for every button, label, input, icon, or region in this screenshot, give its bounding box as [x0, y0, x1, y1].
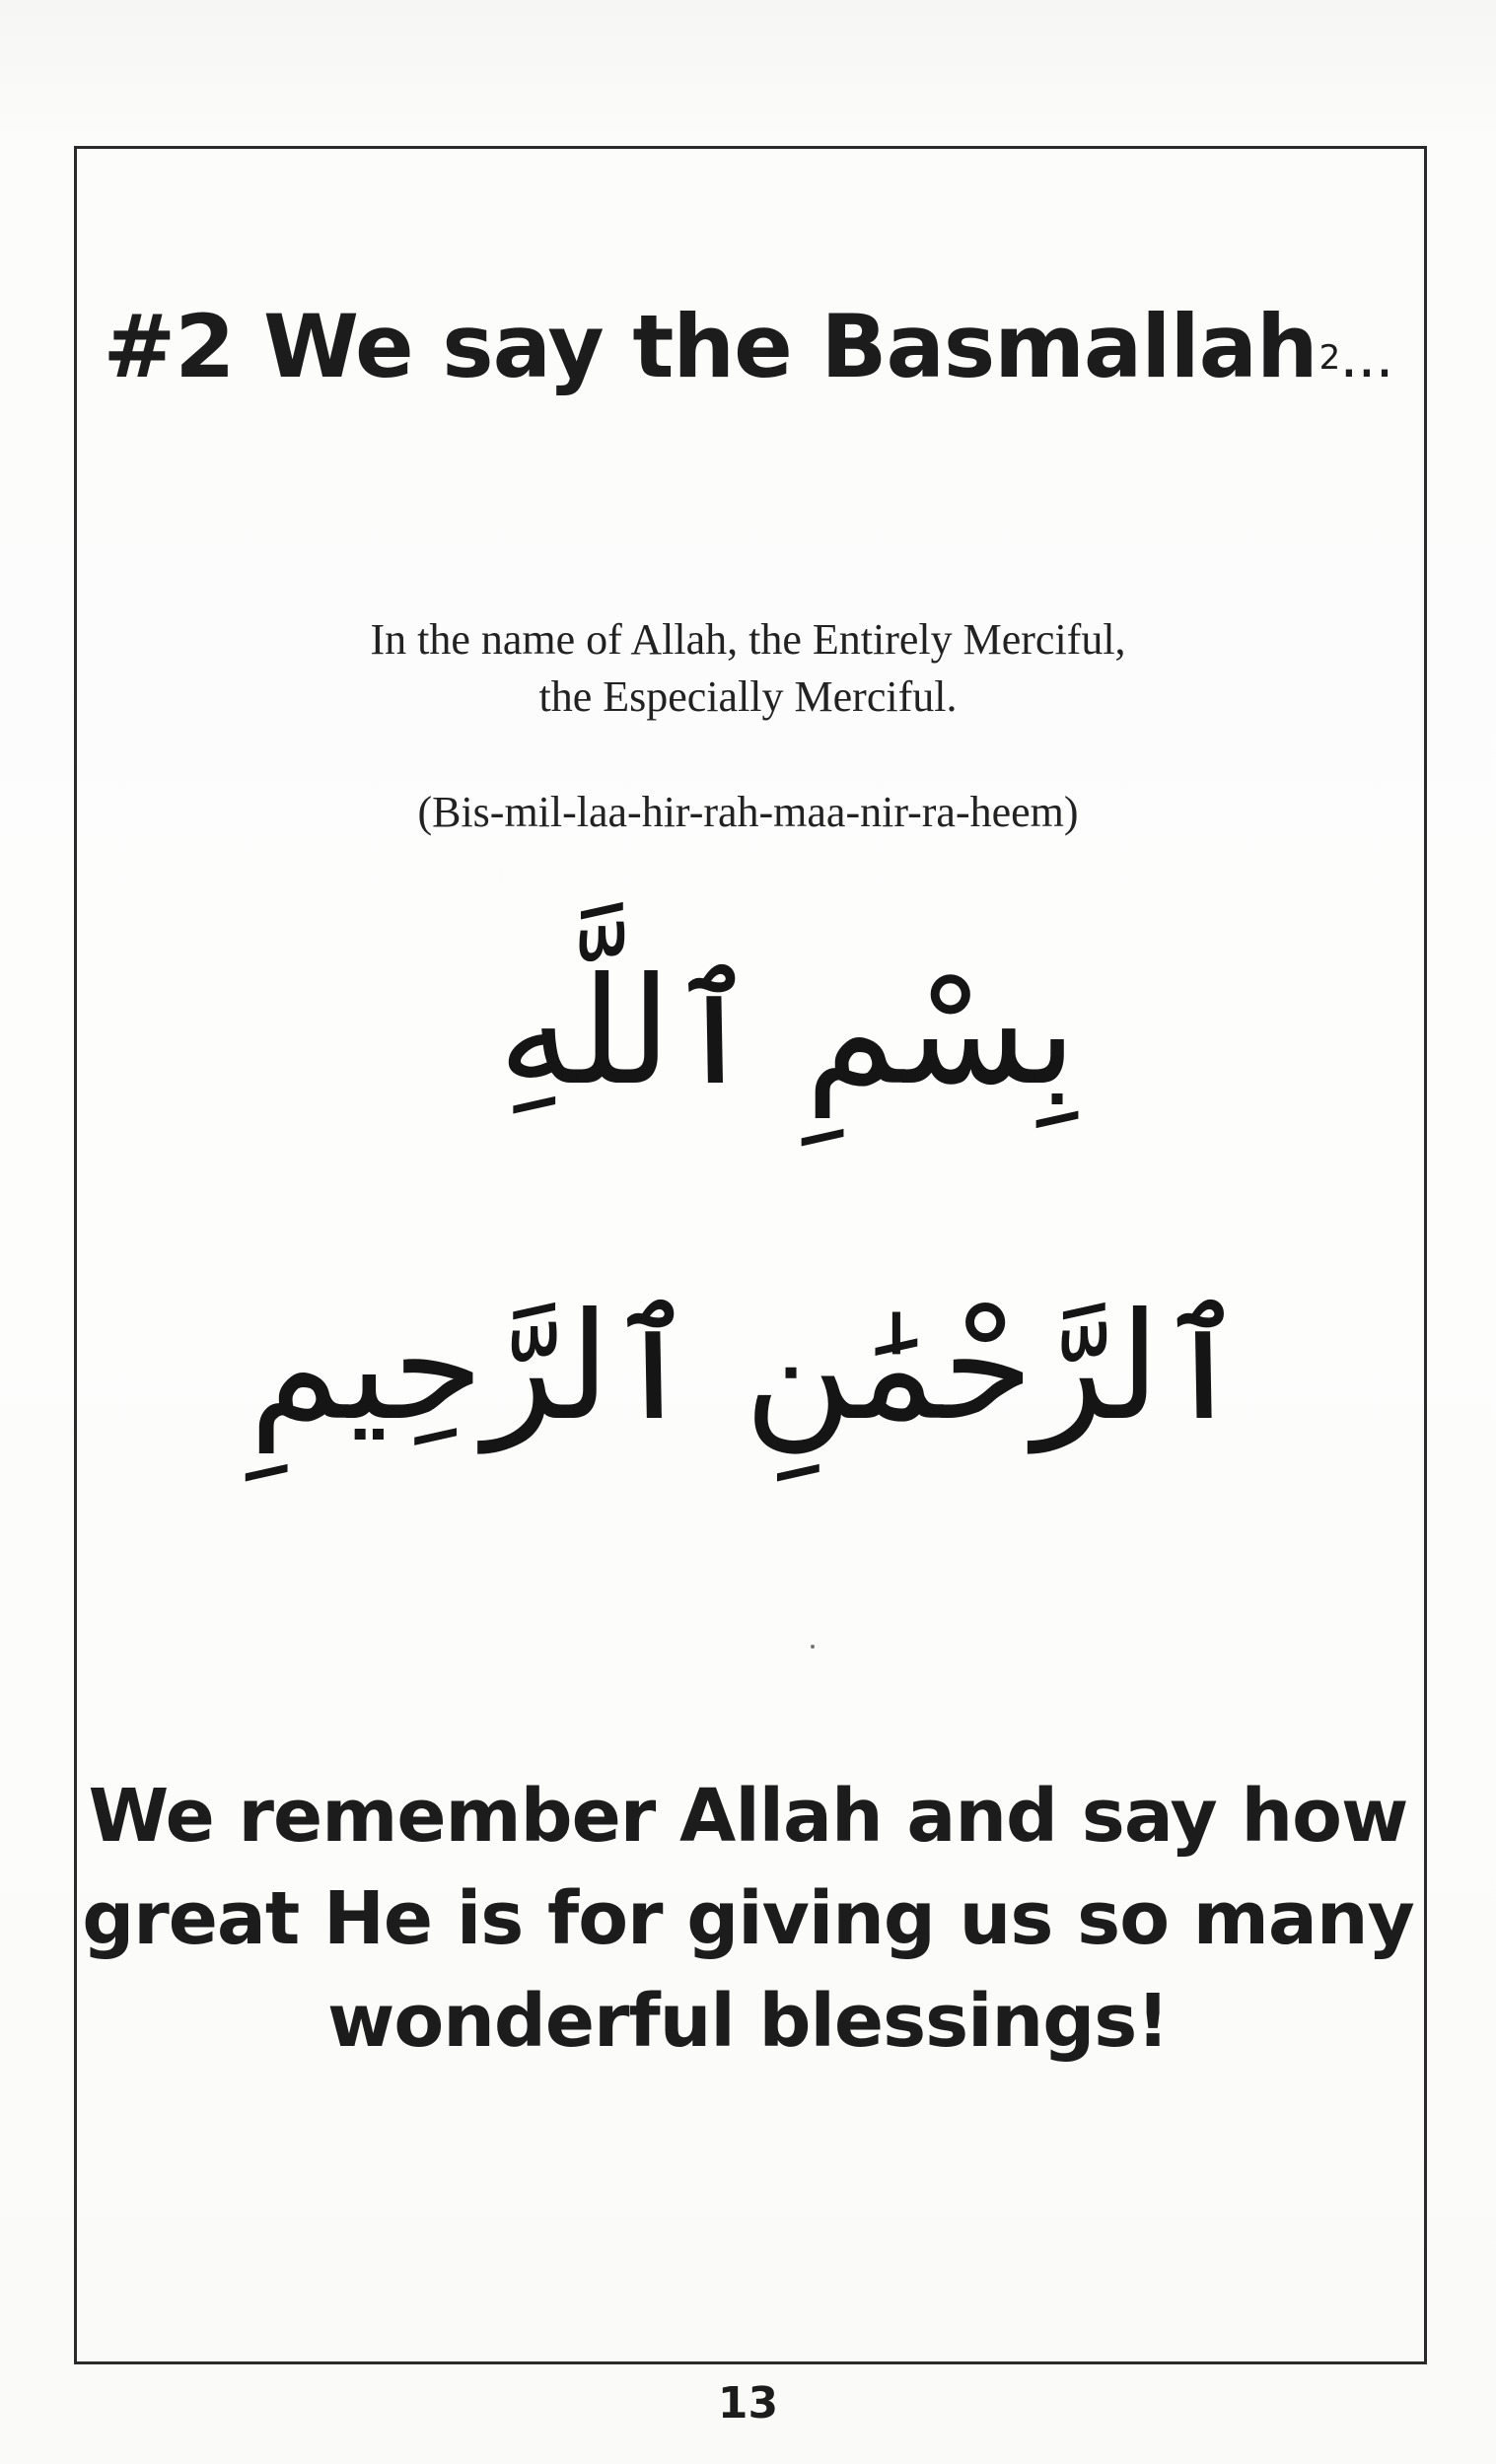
translation-line-1: In the name of Allah, the Entirely Merciful, — [370, 615, 1126, 664]
message-line-3: wonderful blessings! — [327, 1979, 1169, 2064]
translation-line-2: the Especially Merciful. — [538, 672, 958, 721]
main-message — [0, 1765, 1496, 2073]
page-number: 13 — [717, 2378, 779, 2429]
footnote-marker: 2 — [1318, 338, 1340, 378]
arabic-line-2: ٱلرَّحْمَٰنِ ٱلرَّحِيمِ — [249, 1282, 1247, 1453]
message-line-2: great He is for giving us so many — [82, 1876, 1414, 1961]
heading-ellipsis: ... — [1339, 322, 1393, 391]
print-speck — [811, 1645, 815, 1649]
arabic-line-1: بِسْمِ ٱللَّهِ — [498, 947, 1077, 1118]
message-line-1: We remember Allah and say how — [88, 1774, 1408, 1859]
english-translation — [0, 611, 1496, 726]
transliteration: (Bis-mil-laa-hir-rah-maa-nir-ra-heem) — [417, 788, 1079, 836]
heading-text: #2 We say the Basmallah — [103, 296, 1318, 397]
page-heading — [0, 296, 1496, 397]
